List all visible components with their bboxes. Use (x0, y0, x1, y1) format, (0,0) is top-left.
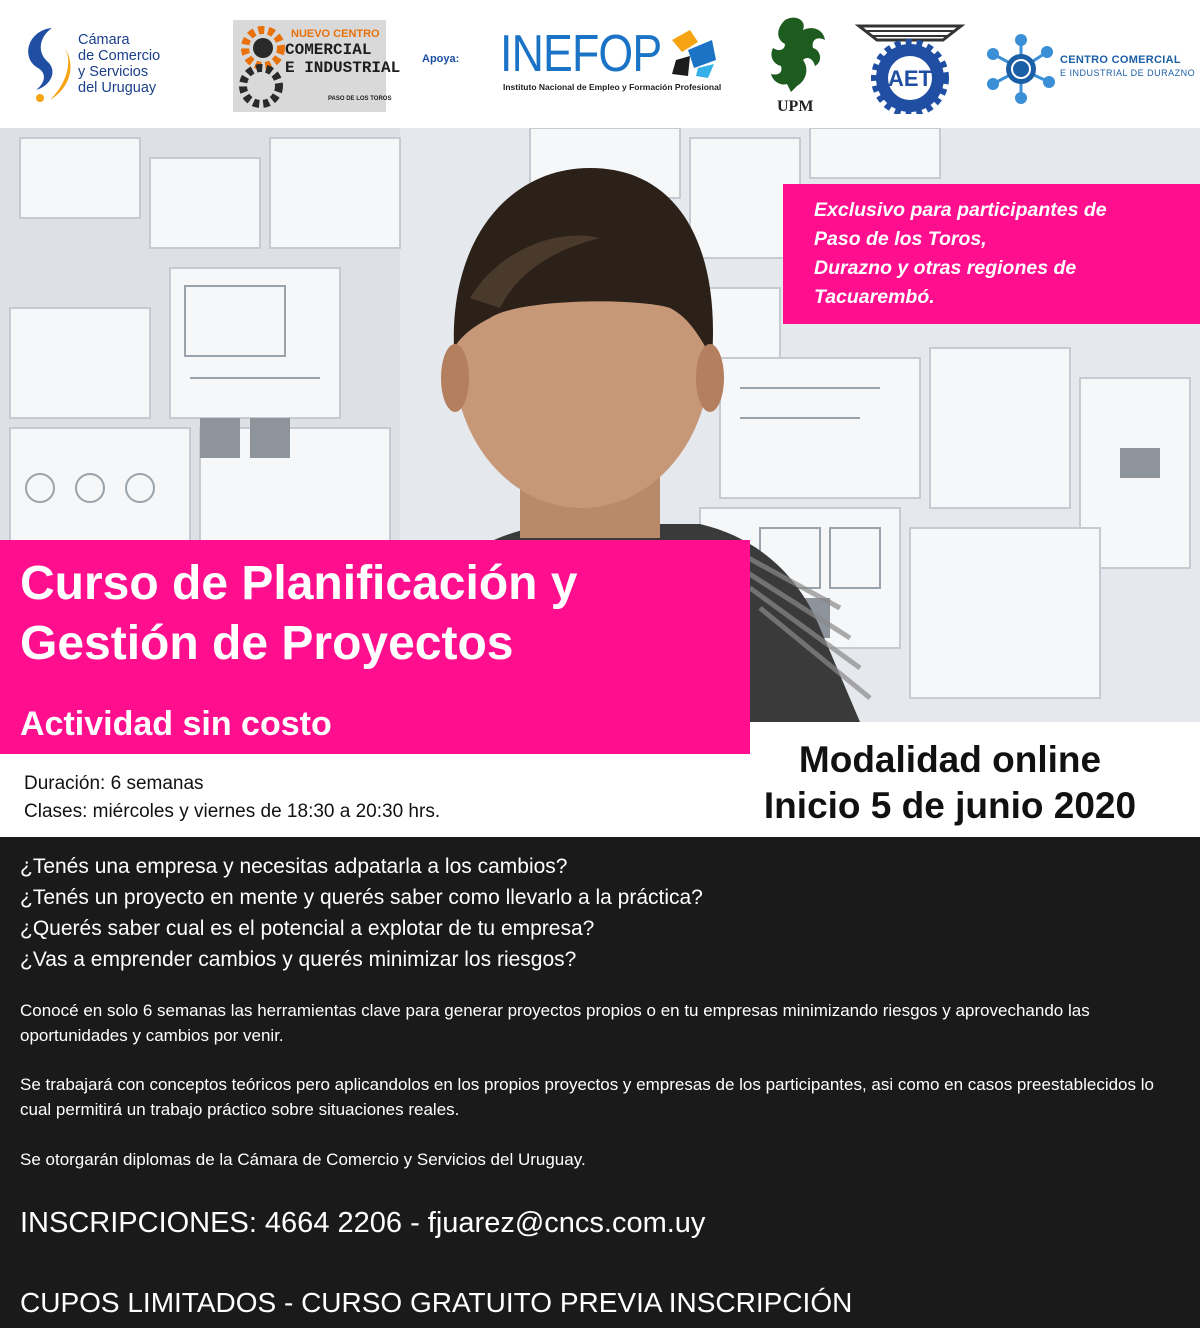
exclusive-line: Tacuarembó. (814, 286, 935, 308)
modality-block (720, 737, 1180, 829)
question-item: ¿Querés saber cual es el potencial a explotar de tu empresa? (20, 917, 595, 940)
ccid-line2: E INDUSTRIAL DE DURAZNO (1060, 68, 1196, 78)
nuevo-centro-comercial-logo (233, 20, 401, 112)
modality-text: Modalidad online (798, 739, 1102, 780)
exclusive-line: Paso de los Toros, (814, 228, 987, 250)
camara-comercio-logo (22, 24, 202, 104)
centro-comercial-durazno-logo (985, 34, 1196, 104)
ncci-line3: PASO DE LOS TOROS (328, 96, 392, 102)
ccsu-line: de Comercio (78, 48, 161, 64)
ccid-line1: CENTRO COMERCIAL (1060, 54, 1181, 66)
ccsu-emblem-icon (22, 24, 74, 104)
exclusive-line: Exclusivo para participantes de (814, 199, 1107, 221)
inefop-symbol-icon (668, 30, 718, 78)
contact-info: INSCRIPCIONES: 4664 2206 - fjuarez@cncs.com.uy (20, 1207, 706, 1239)
ncci-line1: NUEVO CENTRO (291, 28, 380, 40)
aet-label: AET (888, 66, 932, 91)
schedule-text: Clases: miércoles y viernes de 18:30 a 20:30 hrs. (24, 801, 441, 822)
description-paragraph: Conocé en solo 6 semanas las herramientas clave para generar proyectos propios o en tu empresas minimizando riesgos y aprovechando las oportunidades y cambios por venir. (20, 1001, 1090, 1045)
methodology-paragraph: Se trabajará con conceptos teóricos pero aplicandolos en los propios proyectos y empresas de los participantes, asi como en casos preestablecidos lo cual permitirá un trabajo práctico sobre situaciones reales. (20, 1075, 1154, 1119)
aet-logo (855, 20, 965, 114)
info-section (0, 837, 1200, 1328)
question-item: ¿Vas a emprender cambios y querés minimizar los riesgos? (20, 948, 577, 971)
exclusive-banner (783, 184, 1200, 324)
inefop-logo (500, 25, 722, 100)
inefop-name: INEFOP (500, 25, 662, 83)
exclusive-line: Durazno y otras regiones de (814, 257, 1077, 279)
ccsu-line: del Uruguay (78, 80, 157, 96)
ncci-line2: COMERCIAL (285, 41, 372, 59)
ccsu-line: Cámara (78, 32, 130, 48)
course-details (24, 770, 440, 826)
ncci-line2: E INDUSTRIAL (285, 59, 401, 77)
course-title-box (0, 540, 750, 754)
ccsu-line: y Servicios (78, 64, 149, 80)
upm-logo (767, 14, 829, 120)
sponsor-logos-header (0, 0, 1200, 128)
inefop-subtitle: Instituto Nacional de Empleo y Formación Profesional (503, 82, 722, 92)
apoya-label: Apoya: (422, 53, 460, 65)
start-date-text: Inicio 5 de junio 2020 (763, 785, 1137, 826)
course-title-line: Gestión de Proyectos (20, 617, 514, 670)
gears-icon (235, 24, 291, 110)
aet-emblem-icon (855, 20, 965, 114)
questions-list (20, 851, 703, 975)
course-title-line: Curso de Planificación y (20, 557, 578, 610)
question-item: ¿Tenés una empresa y necesitas adpatarla a los cambios? (20, 855, 568, 878)
upm-label: UPM (777, 98, 814, 115)
limited-spots-text: CUPOS LIMITADOS - CURSO GRATUITO PREVIA INSCRIPCIÓN (20, 1287, 853, 1318)
question-item: ¿Tenés un proyecto en mente y querés saber como llevarlo a la práctica? (20, 886, 703, 909)
course-subtitle: Actividad sin costo (20, 705, 332, 743)
diploma-paragraph: Se otorgarán diplomas de la Cámara de Comercio y Servicios del Uruguay. (20, 1150, 586, 1169)
molecule-icon (985, 34, 1057, 104)
duration-text: Duración: 6 semanas (24, 773, 204, 794)
griffin-icon (767, 14, 829, 94)
